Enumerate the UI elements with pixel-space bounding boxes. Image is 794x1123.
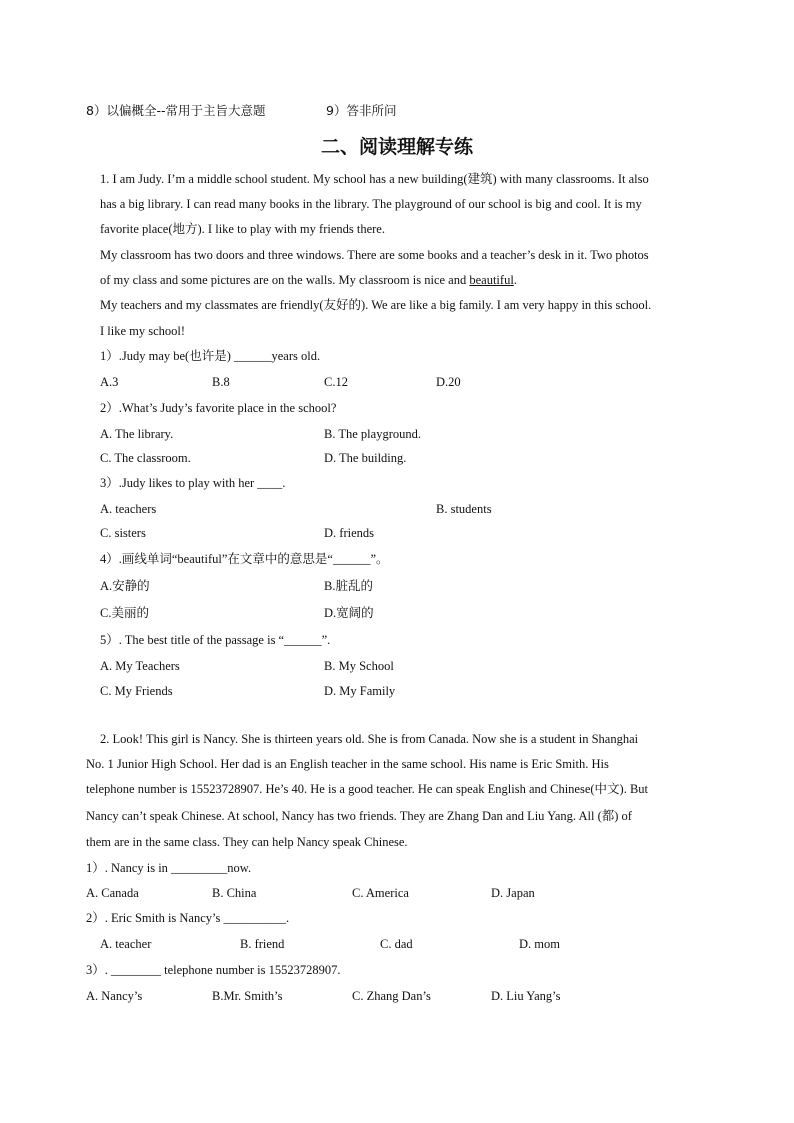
option-a: A. teachers <box>100 502 157 516</box>
question-stem: 3）. ________ telephone number is 15523728907. <box>86 963 341 977</box>
passage2-line: No. 1 Junior High School. Her dad is an English teacher in the same school. His name is Eric Smith. His <box>86 757 609 771</box>
option-c: C. dad <box>380 937 413 951</box>
option-b: B. The playground. <box>324 427 421 441</box>
question-stem: 2）.What’s Judy’s favorite place in the school? <box>100 401 337 415</box>
passage1-line: has a big library. I can read many books in the library. The playground of our school is big and cool. It is my <box>100 197 642 211</box>
question-stem: 1）.Judy may be(也许是) ______years old. <box>100 349 321 363</box>
option-d: D. Liu Yang’s <box>491 989 561 1003</box>
option-a: A. Canada <box>86 886 139 900</box>
option-a: A. teacher <box>100 937 152 951</box>
passage1-line: My classroom has two doors and three windows. There are some books and a teacher’s desk in it. Two photos <box>100 248 649 262</box>
passage2-line: Nancy can’t speak Chinese. At school, Nancy has two friends. They are Zhang Dan and Liu Yang. All (都) of <box>86 809 632 823</box>
option-b: B.8 <box>212 375 230 389</box>
option-a: A.安静的 <box>100 579 150 593</box>
option-b: B.Mr. Smith’s <box>212 989 283 1003</box>
underlined-word-beautiful: beautiful <box>469 273 514 287</box>
option-d: D. mom <box>519 937 560 951</box>
option-c: C. The classroom. <box>100 451 191 465</box>
question-stem: 1）. Nancy is in _________now. <box>86 861 252 875</box>
option-c: C.美丽的 <box>100 606 149 620</box>
option-b: B. students <box>436 502 492 516</box>
passage1-line: 1. I am Judy. I’m a middle school student. My school has a new building(建筑) with many classrooms. It also <box>100 172 649 186</box>
passage1-line: My teachers and my classmates are friendly(友好的). We are like a big family. I am very happy in this school. <box>100 298 652 312</box>
option-a: A. Nancy’s <box>86 989 143 1003</box>
question-stem: 5）. The best title of the passage is “______”. <box>100 633 331 647</box>
passage1-line <box>100 272 517 288</box>
option-d: D. My Family <box>324 684 396 698</box>
passage1-line: favorite place(地方). I like to play with my friends there. <box>100 222 385 236</box>
option-c: C. America <box>352 886 409 900</box>
option-b: B. China <box>212 886 257 900</box>
header-item-9: 9）答非所问 <box>326 103 397 118</box>
option-d: D. The building. <box>324 451 407 465</box>
option-d: D.宽阔的 <box>324 606 374 620</box>
option-a: A. My Teachers <box>100 659 180 673</box>
passage2-line: telephone number is 15523728907. He’s 40. He is a good teacher. He can speak English and Chinese(中文). But <box>86 782 649 796</box>
option-d: D.20 <box>436 375 461 389</box>
option-a: A.3 <box>100 375 119 389</box>
question-stem: 2）. Eric Smith is Nancy’s __________. <box>86 911 290 925</box>
option-c: C. Zhang Dan’s <box>352 989 431 1003</box>
section-title: 二、阅读理解专练 <box>320 136 473 158</box>
passage1-text: of my class and some pictures are on the walls. My classroom is nice and <box>100 273 470 287</box>
option-c: C. My Friends <box>100 684 173 698</box>
option-d: D. Japan <box>491 886 535 900</box>
option-c: C.12 <box>324 375 348 389</box>
option-b: B.脏乱的 <box>324 579 373 593</box>
passage1-text: . <box>513 273 517 287</box>
question-stem: 3）.Judy likes to play with her ____. <box>100 476 286 490</box>
question-stem: 4）.画线单词“beautiful”在文章中的意思是“______”。 <box>100 552 389 566</box>
option-d: D. friends <box>324 526 374 540</box>
passage2-line: 2. Look! This girl is Nancy. She is thirteen years old. She is from Canada. Now she is a student in Shanghai <box>100 732 639 746</box>
option-c: C. sisters <box>100 526 146 540</box>
passage2-line: them are in the same class. They can help Nancy speak Chinese. <box>86 835 408 849</box>
option-b: B. My School <box>324 659 394 673</box>
header-item-8: 8）以偏概全--常用于主旨大意题 <box>86 103 266 118</box>
option-b: B. friend <box>240 937 285 951</box>
option-a: A. The library. <box>100 427 174 441</box>
passage1-line: I like my school! <box>100 324 186 338</box>
